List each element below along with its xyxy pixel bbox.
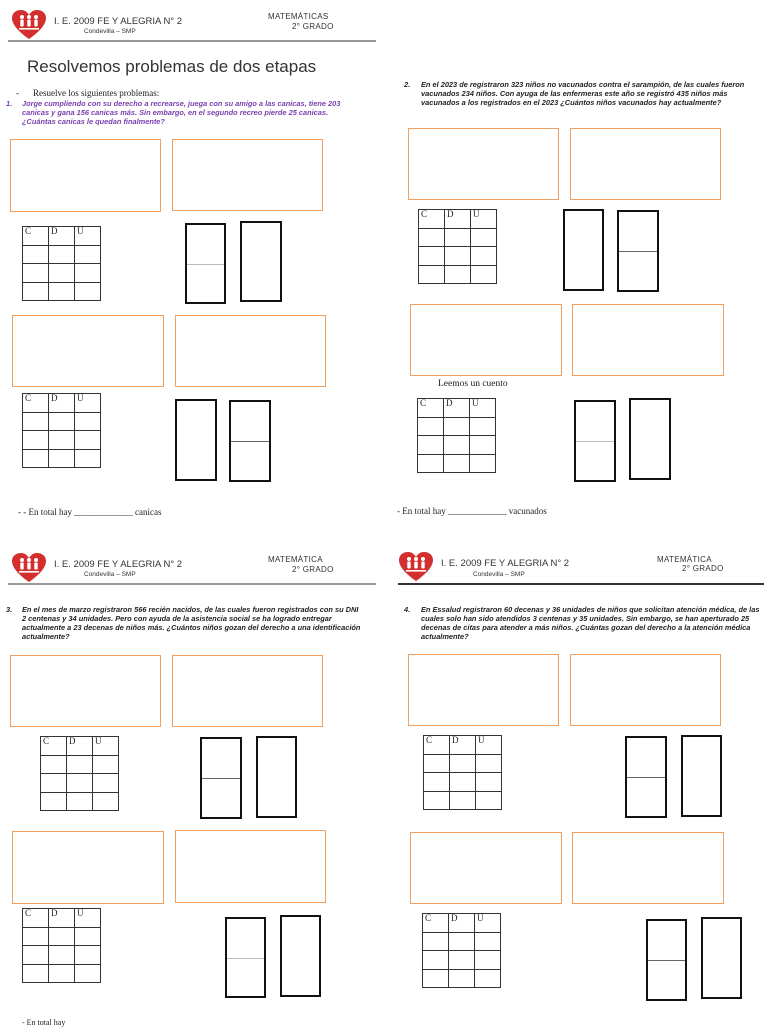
header-c: C [424, 736, 450, 755]
school-location: Condevilla – SMP [84, 571, 136, 578]
problem-text: En el 2023 de registraron 323 niños no vacunados contra el sarampión, de las cuales fueron vacunados 234 niños. Con ayuga de las enfermeras este año se registró 435 niños más vacunados a los registrados en el 2023 ¿Cuántos niños vacunados hay actualmente? [421, 80, 745, 107]
school-name: I. E. 2009 FE Y ALEGRIA N° 2 [54, 16, 183, 27]
header-d: D [49, 227, 75, 246]
subject-label: MATEMÁTICA [268, 555, 323, 564]
answer-box[interactable] [410, 304, 562, 376]
cdu-table [417, 398, 496, 473]
place-value-rect [646, 919, 687, 1001]
answer-box[interactable] [570, 128, 721, 200]
place-value-rect [225, 917, 266, 998]
cdu-table [418, 209, 497, 284]
answer-box[interactable] [570, 654, 721, 726]
school-logo [12, 553, 46, 583]
header-c: C [419, 210, 445, 229]
answer-box[interactable] [10, 139, 161, 212]
header-c: C [23, 227, 49, 246]
answer-line: - - En total hay _____________ canicas [18, 507, 162, 517]
answer-box[interactable] [410, 832, 562, 904]
subject-label: MATEMÁTICAS [268, 12, 329, 21]
answer-box[interactable] [172, 139, 323, 211]
header-u: U [476, 736, 502, 755]
grade-label: 2° GRADO [682, 564, 724, 573]
school-name: I. E. 2009 FE Y ALEGRIA N° 2 [441, 558, 570, 569]
header-u: U [75, 394, 101, 413]
problem-number: 1. [6, 99, 13, 108]
header-d: D [445, 210, 471, 229]
header-c: C [23, 909, 49, 928]
header-u: U [75, 227, 101, 246]
cdu-table [423, 735, 502, 810]
place-value-rect [629, 398, 671, 480]
place-value-rect [681, 735, 722, 817]
problem-text: En Essalud registraron 60 decenas y 36 unidades de niños que solicitan atención médica, de las cuales solo han sido atendidos 3 centenas y 35 unidades. Sin embargo, se han aperturado 25 decenas de citas para atender a más niños. ¿Cuántas gozan del derecho a la atención médica actualmente? [421, 605, 760, 641]
header-u: U [471, 210, 497, 229]
answer-box[interactable] [572, 304, 724, 376]
instruction-bullet: - [16, 88, 19, 98]
cdu-table [22, 393, 101, 468]
school-name: I. E. 2009 FE Y ALEGRIA N° 2 [54, 559, 183, 570]
header-d: D [49, 909, 75, 928]
place-value-rect [200, 737, 242, 819]
school-location: Condevilla – SMP [84, 28, 136, 35]
instruction: Resuelve los siguientes problemas: [33, 88, 160, 98]
place-value-rect [701, 917, 742, 999]
header-divider [8, 583, 376, 585]
header-c: C [418, 399, 444, 418]
header-divider [8, 40, 376, 42]
grade-label: 2° GRADO [292, 565, 334, 574]
header-d: D [49, 394, 75, 413]
place-value-rect [280, 915, 321, 997]
answer-box[interactable] [175, 315, 326, 387]
problem-number: 4. [404, 605, 411, 614]
grade-label: 2° GRADO [292, 22, 334, 31]
answer-line: - En total hay _____________ vacunados [397, 506, 547, 516]
header-c: C [41, 737, 67, 756]
header-c: C [23, 394, 49, 413]
place-value-rect [175, 399, 217, 481]
place-value-rect [617, 210, 659, 292]
cdu-table [40, 736, 119, 811]
header-divider [398, 583, 764, 585]
place-value-rect [240, 221, 282, 302]
answer-box[interactable] [572, 832, 724, 904]
answer-box[interactable] [408, 128, 559, 200]
place-value-rect [563, 209, 604, 291]
school-logo [12, 10, 46, 40]
stray-text: Leemos un cuento [438, 379, 508, 389]
problem-text: Jorge cumpliendo con su derecho a recrearse, juega con su amigo a las canicas, tiene 203 canicas y gana 156 canicas más. Sin embargo, en el segundo recreo pierde 25 canicas. ¿Cuántas canicas le quedan finalmente? [22, 99, 341, 126]
place-value-rect [185, 223, 226, 304]
school-logo [399, 552, 433, 582]
place-value-rect [229, 400, 271, 482]
answer-box[interactable] [175, 830, 326, 903]
answer-box[interactable] [10, 655, 161, 727]
header-u: U [470, 399, 496, 418]
answer-box[interactable] [12, 831, 164, 904]
problem-text: En el mes de marzo registraron 566 recién nacidos, de las cuales fueron registrados con su DNI 2 centenas y 34 unidades. Pero con ayuda de la asistencia social se ha logrado entregar actualmente a 23 decenas de niños más. ¿Cuántos niños gozan del derecho a una identificación actualmente? [22, 605, 361, 641]
place-value-rect [625, 736, 667, 818]
subject-label: MATEMÁTICA [657, 555, 712, 564]
place-value-rect [256, 736, 297, 818]
school-location: Condevilla – SMP [473, 571, 525, 578]
problem-number: 2. [404, 80, 411, 89]
cdu-table [422, 913, 501, 988]
page-title: Resolvemos problemas de dos etapas [27, 57, 317, 76]
cdu-table [22, 908, 101, 983]
answer-line: - En total hay [22, 1018, 66, 1027]
answer-box[interactable] [12, 315, 164, 387]
problem-number: 3. [6, 605, 13, 614]
cdu-table [22, 226, 101, 301]
header-u: U [93, 737, 119, 756]
header-d: D [67, 737, 93, 756]
header-u: U [475, 914, 501, 933]
place-value-rect [574, 400, 616, 482]
answer-box[interactable] [172, 655, 323, 727]
header-u: U [75, 909, 101, 928]
header-d: D [449, 914, 475, 933]
header-d: D [444, 399, 470, 418]
header-d: D [450, 736, 476, 755]
header-c: C [423, 914, 449, 933]
answer-box[interactable] [408, 654, 559, 726]
